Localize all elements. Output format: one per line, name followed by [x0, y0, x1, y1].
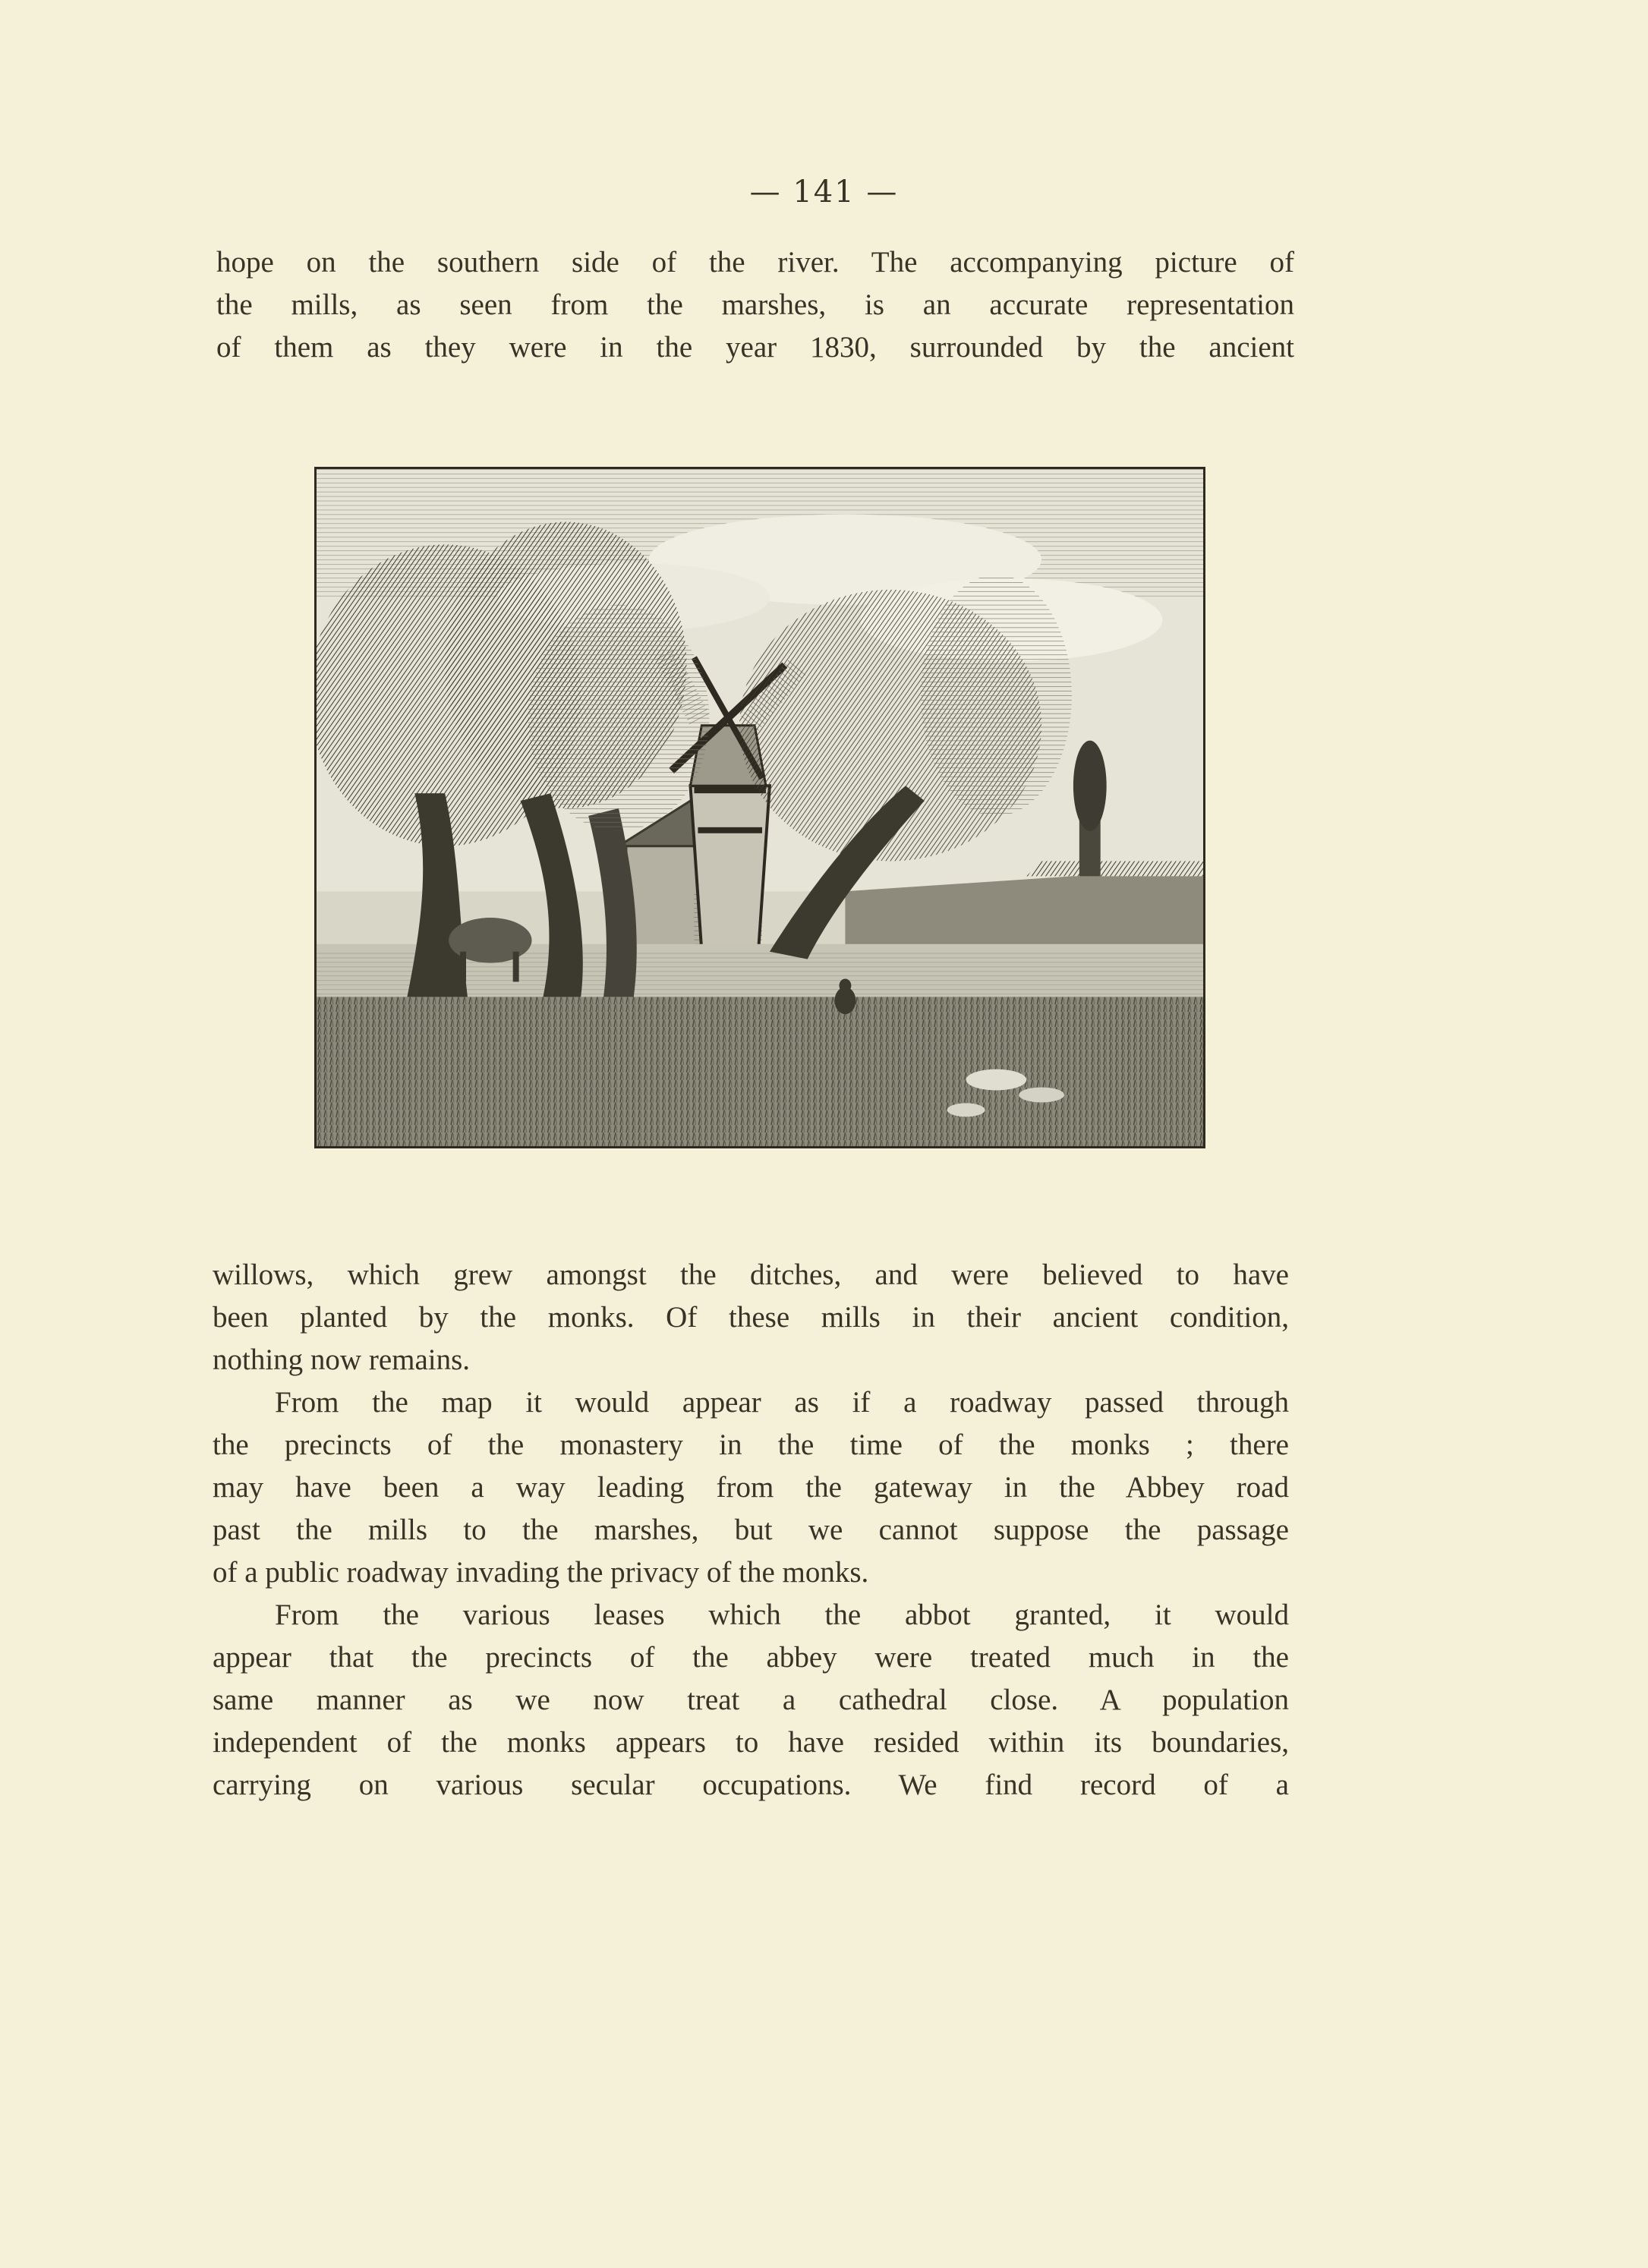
paragraph-bottom: [213, 1254, 1289, 1807]
text-line: carrying on various secular occupations. We find record of a: [213, 1769, 1289, 1801]
page-number: — 141 —: [749, 175, 899, 209]
text-line: been planted by the monks. Of these mills in their ancient condition,: [213, 1301, 1289, 1334]
text-line: of a public roadway invading the privacy of the monks.: [213, 1556, 869, 1589]
text-line: From the various leases which the abbot granted, it would: [275, 1599, 1289, 1631]
text-line: may have been a way leading from the gateway in the Abbey road: [213, 1471, 1289, 1504]
text-line: willows, which grew amongst the ditches, and were believed to have: [213, 1258, 1289, 1291]
text-line: past the mills to the marshes, but we cannot suppose the passage: [213, 1514, 1289, 1546]
text-line: the precincts of the monastery in the time of the monks ; there: [213, 1429, 1289, 1461]
text-line: appear that the precincts of the abbey were treated much in the: [213, 1641, 1289, 1674]
text-line: hope on the southern side of the river. The accompanying picture of: [216, 246, 1294, 279]
text-line: independent of the monks appears to have resided within its boundaries,: [213, 1726, 1289, 1759]
paragraph-top: [216, 241, 1294, 369]
text-line: From the map it would appear as if a roadway passed through: [275, 1386, 1289, 1419]
windmill-engraving: [314, 467, 1205, 1148]
text-line: the mills, as seen from the marshes, is an accurate representation: [216, 288, 1294, 321]
text-line: same manner as we now treat a cathedral close. A population: [213, 1684, 1289, 1716]
text-line: nothing now remains.: [213, 1343, 471, 1376]
engraving-image: [317, 469, 1203, 1146]
text-line: of them as they were in the year 1830, surrounded by the ancient: [216, 331, 1294, 364]
